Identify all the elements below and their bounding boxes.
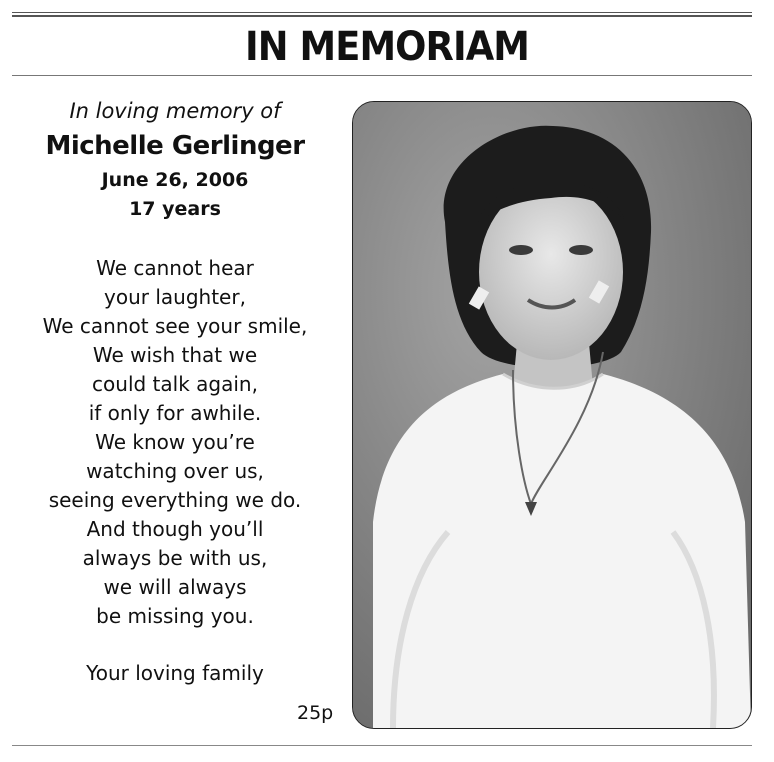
poem-line: We cannot hear (96, 256, 254, 280)
memorial-photo (352, 101, 752, 729)
age-line: 17 years (129, 198, 221, 220)
date-line: June 26, 2006 (101, 169, 249, 191)
poem-line: could talk again, (92, 372, 258, 396)
poem-line: if only for awhile. (88, 401, 262, 425)
poem-line: we will always (103, 575, 247, 599)
deceased-name: Michelle Gerlinger (45, 131, 305, 161)
poem-line: We cannot see your smile, (42, 314, 308, 338)
poem-line: We know you’re (95, 430, 255, 454)
bottom-rule (12, 745, 752, 746)
page-title: IN MEMORIAM (245, 24, 529, 70)
poem-line: watching over us, (86, 459, 264, 483)
poem (16, 254, 334, 631)
top-rule-thick (12, 15, 752, 17)
poem-line: We wish that we (92, 343, 258, 367)
intro-line: In loving memory of (69, 99, 281, 123)
title-divider (12, 75, 752, 76)
price-label: 25p (297, 702, 334, 724)
poem-line: your laughter, (104, 285, 246, 309)
poem-line: be missing you. (96, 604, 254, 628)
poem-line: And though you’ll (86, 517, 264, 541)
memorial-text-column (16, 96, 334, 688)
top-rule (12, 12, 752, 13)
poem-line: always be with us, (82, 546, 268, 570)
poem-line: seeing everything we do. (48, 488, 302, 512)
portrait-illustration (353, 102, 751, 728)
signature: Your loving family (86, 661, 264, 685)
